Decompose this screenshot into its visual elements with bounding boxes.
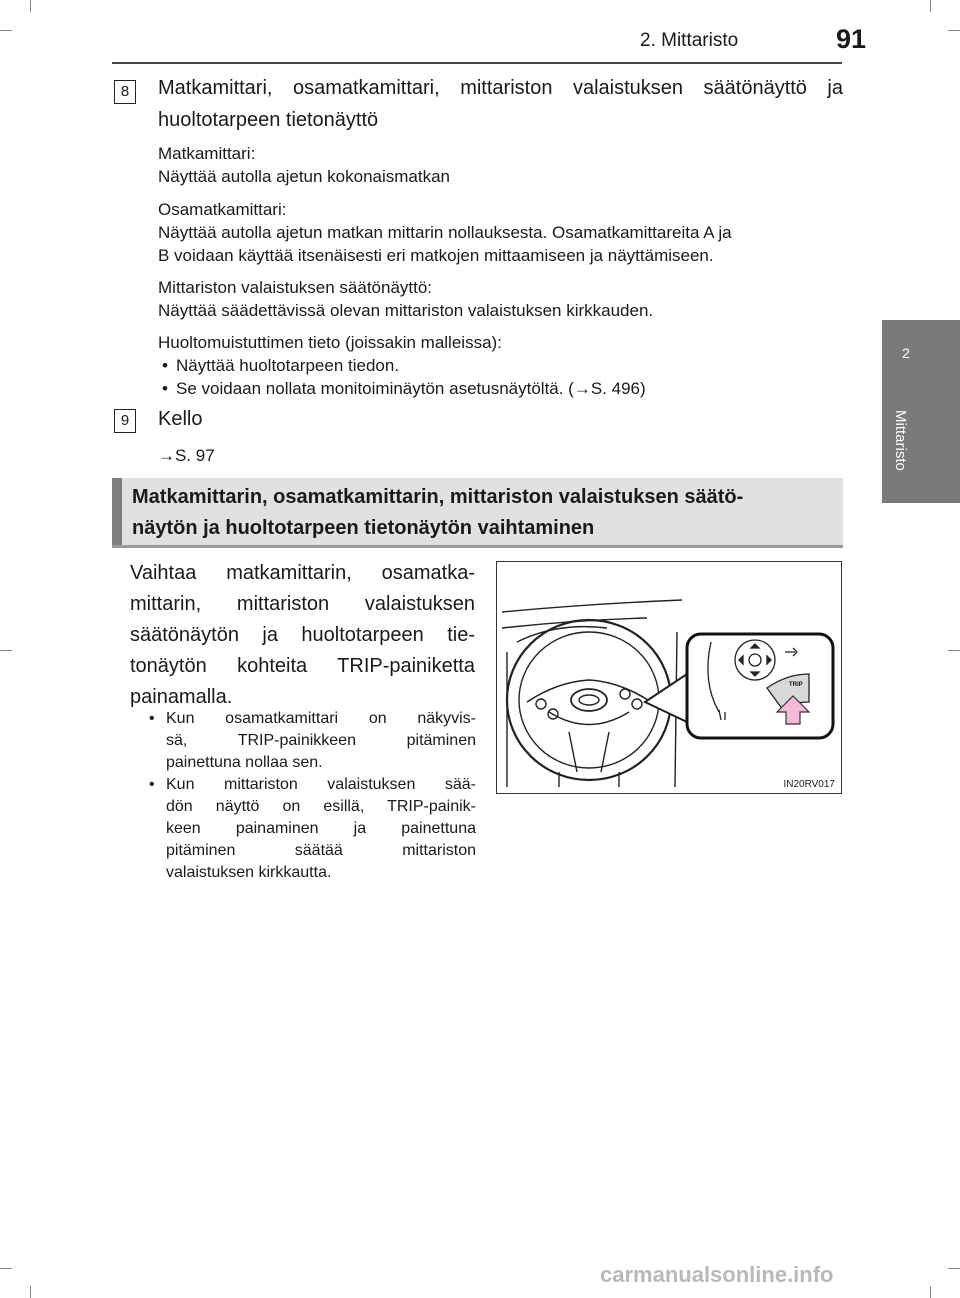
note-line: pitäminen säätää mittariston xyxy=(166,842,476,859)
description-line: Osamatkamittari: xyxy=(158,200,287,219)
callout-pointer xyxy=(645,674,687,722)
description-block xyxy=(158,198,843,267)
section-heading-line: Matkamittarin, osamatkamittarin, mittariston valaistuksen säätö- xyxy=(132,486,744,508)
note-item xyxy=(146,708,476,774)
description-line: Huoltomuistuttimen tieto (joissakin malleissa): xyxy=(158,333,502,352)
page-reference: →S. 97 xyxy=(158,446,215,465)
page-number: 91 xyxy=(836,24,867,54)
dashboard-line xyxy=(502,600,682,612)
description-line: Näyttää autolla ajetun kokonaismatkan xyxy=(158,167,451,186)
crop-mark xyxy=(930,0,931,12)
watermark: carmanualsonline.info xyxy=(600,1262,834,1287)
chapter-title: 2. Mittaristo xyxy=(640,30,739,51)
crop-mark xyxy=(0,1268,12,1269)
crop-mark xyxy=(948,1268,960,1269)
item-number-box: 9 xyxy=(114,409,136,433)
steering-wheel-illustration xyxy=(496,561,842,794)
main-paragraph xyxy=(130,558,475,713)
section-heading-bar xyxy=(112,478,122,545)
paragraph-line: painamalla. xyxy=(130,686,233,708)
crop-mark xyxy=(30,0,31,12)
left-switch xyxy=(536,699,546,709)
note-line: dön näyttö on esillä, TRIP-painik- xyxy=(166,798,476,815)
item-number-box: 8 xyxy=(114,80,136,104)
note-line: • Kun osamatkamittari on näkyvis- xyxy=(166,710,476,727)
description-line: Matkamittari: xyxy=(158,144,256,163)
trip-button-label: TRIP xyxy=(789,682,803,688)
steering-wheel-spoke xyxy=(569,732,609,772)
description-line: Mittariston valaistuksen säätönäyttö: xyxy=(158,278,433,297)
note-line: keen painaminen ja painettuna xyxy=(166,820,476,837)
header-divider xyxy=(112,62,842,64)
crop-mark xyxy=(0,30,12,31)
paragraph-line: tonäytön kohteita TRIP-painiketta xyxy=(130,655,475,677)
item-title: Matkamittari, osamatkamittari, mittariston valaistuksen säätönäyttö ja huoltotarpeen tietonäyttö xyxy=(158,77,843,131)
note-item xyxy=(146,774,476,884)
notes-list xyxy=(146,708,476,884)
crop-mark xyxy=(0,650,12,651)
right-switch xyxy=(620,689,630,699)
note-line: • Kun mittariston valaistuksen sää- xyxy=(166,776,476,793)
side-tab-label: Mittaristo xyxy=(892,410,909,471)
side-tab-number: 2 xyxy=(902,345,910,361)
crop-mark xyxy=(930,1286,931,1298)
section-heading-text xyxy=(132,482,832,544)
section-heading xyxy=(112,478,843,548)
crop-mark xyxy=(948,650,960,651)
bullet-item: • Se voidaan nollata monitoiminäytön asetusnäytöltä. (→S. 496) xyxy=(158,377,843,400)
note-line: sä, TRIP-painikkeen pitäminen xyxy=(166,732,476,749)
paragraph-line: mittarin, mittariston valaistuksen xyxy=(130,593,475,615)
side-tab-label-wrap xyxy=(892,410,916,500)
item-title: Kello xyxy=(158,408,203,430)
note-line: painettuna nollaa sen. xyxy=(166,754,323,771)
bullet-item: • Näyttää huoltotarpeen tiedon. xyxy=(158,354,843,377)
section-heading-line: näytön ja huoltotarpeen tietonäytön vaihtaminen xyxy=(132,517,595,539)
crop-mark xyxy=(30,1286,31,1298)
steering-wheel-emblem xyxy=(571,689,607,711)
description-line: Näyttää autolla ajetun matkan mittarin nollauksesta. Osamatkamittareita A ja xyxy=(158,223,732,242)
paragraph-line: säätönäytön ja huoltotarpeen tie- xyxy=(130,624,475,646)
steering-wheel-inner-rim xyxy=(519,632,659,768)
dashboard-line xyxy=(517,627,607,642)
description-line: B voidaan käyttää itsenäisesti eri matkojen mittaamiseen ja näyttämiseen. xyxy=(158,246,714,265)
description-block xyxy=(158,142,843,188)
steering-wheel-drawing xyxy=(497,562,841,793)
description-block xyxy=(158,276,843,322)
paragraph-line: Vaihtaa matkamittarin, osamatka- xyxy=(130,562,475,584)
note-line: valaistuksen kirkkautta. xyxy=(166,864,332,881)
description-line: Näyttää säädettävissä olevan mittariston valaistuksen kirkkauden. xyxy=(158,301,654,320)
crop-mark xyxy=(948,30,960,31)
right-switch xyxy=(632,699,642,709)
steering-wheel-emblem-inner xyxy=(579,695,599,705)
steering-wheel-spoke xyxy=(549,712,629,725)
figure-code: IN20RV017 xyxy=(783,779,835,790)
steering-wheel-spoke xyxy=(527,680,651,702)
description-block xyxy=(158,331,843,400)
